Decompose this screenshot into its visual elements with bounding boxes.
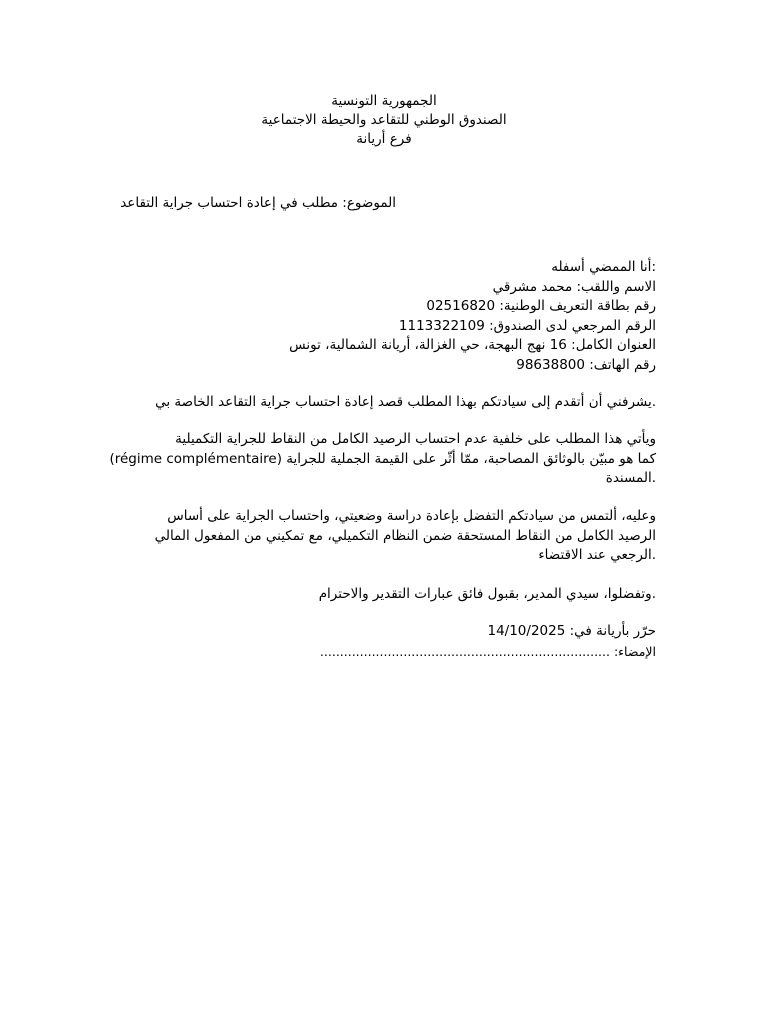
paragraph-reason	[109, 430, 656, 489]
paragraph-petition	[112, 507, 656, 566]
signature-block	[112, 622, 656, 661]
applicant-ref-number: الرقم المرجعي لدى الصندوق: 1113322109	[398, 317, 656, 334]
applicant-name: الاسم واللقب: محمد مشرقي	[492, 278, 656, 295]
paragraph-petition-line-2: الرصيد الكامل من النقاط المستحقة ضمن النظام التكميلي، مع تمكيني من المفعول المالي	[154, 527, 656, 544]
closing-text: .وتفضلوا، سيدي المدير، بقبول فائق عبارات التقدير والاحترام	[318, 586, 656, 602]
applicant-id-card: رقم بطاقة التعريف الوطنية: 02516820	[426, 298, 656, 314]
applicant-info	[112, 258, 656, 375]
letter-subject	[100, 194, 396, 214]
paragraph-reason-line-1: ويأتي هذا المطلب على خلفية عدم احتساب الرصيد الكامل من النقاط للجراية التكميلية	[175, 431, 656, 447]
paragraph-request	[112, 393, 656, 413]
signature-line: الإمضاء: .........................................................................	[319, 643, 656, 659]
paragraph-reason-line-2: كما هو مبيّن بالوثائق المصاحبة، ممّا أثّر على القيمة الجملية للجراية (régime complémentaire)	[109, 450, 656, 467]
letter-header	[0, 92, 768, 149]
date-line: حرّر بأريانة في: 14/10/2025	[487, 623, 656, 639]
subject-line: الموضوع: مطلب في إعادة احتساب جراية التقاعد	[120, 195, 396, 211]
header-republic: الجمهورية التونسية	[331, 93, 437, 109]
paragraph-reason-line-3: .المسندة	[605, 470, 656, 486]
paragraph-petition-line-3: .الرجعي عند الاقتضاء	[538, 547, 656, 563]
paragraph-petition-line-1: وعليه، ألتمس من سيادتكم التفضل بإعادة دراسة وضعيتي، واحتساب الجراية على أساس	[167, 508, 656, 524]
paragraph-request-text: .يشرفني أن أتقدم إلى سيادتكم بهذا المطلب قصد إعادة احتساب جراية التقاعد الخاصة بي	[155, 394, 656, 410]
closing-formula	[112, 585, 656, 605]
header-fund-name: الصندوق الوطني للتقاعد والحيطة الاجتماعية	[261, 112, 507, 128]
applicant-phone: رقم الهاتف: 98638800	[516, 356, 656, 373]
opening-line: :أنا الممضي أسفله	[551, 259, 656, 275]
applicant-address: العنوان الكامل: 16 نهج البهجة، حي الغزالة، أريانة الشمالية، تونس	[289, 337, 656, 353]
header-branch: فرع أريانة	[356, 131, 412, 147]
